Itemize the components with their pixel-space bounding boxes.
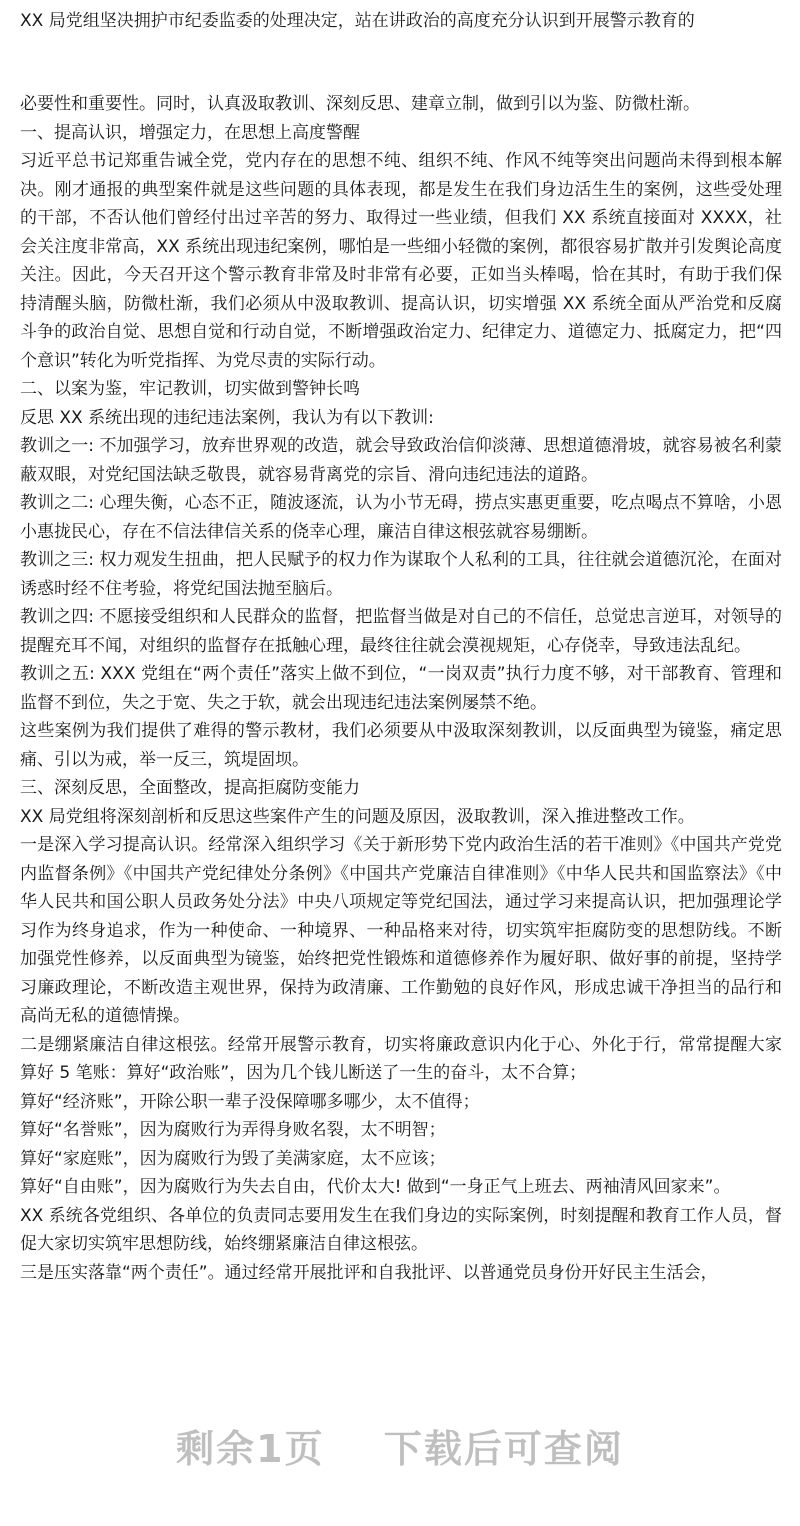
download-banner[interactable] (0, 1418, 800, 1473)
paragraph-8: XX 系统各党组织、各单位的负责同志要用发生在我们身边的实际案例，时刻提醒和教育工作人员，督促大家切实筑牢思想防线，始终绷紧廉洁自律这根弦。 (20, 1205, 782, 1254)
top-line: XX 局党组坚决拥护市纪委监委的处理决定，站在讲政治的高度充分认识到开展警示教育的 (20, 11, 695, 31)
paragraph-9: 三是压实落靠“两个责任”。通过经常开展批评和自我批评、以普通党员身份开好民主生活会， (20, 1262, 718, 1283)
paragraph-5: XX 局党组将深刻剖析和反思这些案件产生的问题及原因，汲取教训，深入推进整改工作。 (20, 806, 695, 827)
document-body (20, 90, 782, 1287)
account-economic: 算好“经济账”，开除公职一辈子没保障哪多哪少，太不值得； (20, 1091, 480, 1112)
account-family: 算好“家庭账”，因为腐败行为毁了美满家庭，太不应该； (20, 1148, 446, 1169)
paragraph-2: 习近平总书记郑重告诫全党，党内存在的思想不纯、组织不纯、作风不纯等突出问题尚未得到根本解决。刚才通报的典型案件就是这些问题的具体表现，都是发生在我们身边活生生的案例，这些受处理的干部，不否认他们曾经付出过辛苦的努力、取得过一些业绩，但我们 XX 系统直接面对 XXXX，社会关注度非常高，XX 系统出现违纪案例，哪怕是一些细小轻微的案例，都很容易扩散并引发舆论高度关注。因此，今天召开这个警示教育非常及时非常有必要，正如当头棒喝，恰在其时，有助于我们保持清醒头脑，防微杜渐，我们必须从中汲取教训、提高认识，切实增强 XX 系统全面从严治党和反腐斗争的政治自觉、思想自觉和行动自觉，不断增强政治定力、纪律定力、道德定力、抵腐定力，把“四个意识”转化为听党指挥、为党尽责的实际行动。 (20, 151, 782, 371)
download-to-view-label: 下载后可查阅 (383, 1427, 624, 1471)
account-freedom: 算好“自由账”，因为腐败行为失去自由，代价太大! 做到“一身正气上班去、两袖清风回家来”。 (20, 1177, 731, 1197)
lesson-1: 教训之一: 不加强学习，放弃世界观的改造，就会导致政治信仰淡薄、思想道德滑坡，就容易被名利蒙蔽双眼，对党纪国法缺乏敬畏，就容易背离党的宗旨、滑向违纪违法的道路。 (20, 436, 782, 485)
section-heading-3: 三、深刻反思，全面整改，提高拒腐防变能力 (20, 778, 360, 798)
paragraph-6: 一是深入学习提高认识。经常深入组织学习《关于新形势下党内政治生活的若干准则》《中国共产党党内监督条例》《中国共产党纪律处分条例》《中国共产党廉洁自律准则》《中华人民共和国监察法》《中华人民共和国公职人员政务处分法》中央八项规定等党纪国法，通过学习来提高认识，把加强理论学习作为终身追求，作为一种使命、一种境界、一种品格来对待，切实筑牢拒腐防变的思想防线。不断加强党性修养，以反面典型为镜鉴，始终把党性锻炼和道德修养作为履好职、做好事的前提，坚持学习廉政理论，不断改造主观世界，保持为政清廉、工作勤勉的良好作风，形成忠诚干净担当的品行和高尚无私的道德情操。 (20, 835, 782, 1026)
lesson-3: 教训之三: 权力观发生扭曲，把人民赋予的权力作为谋取个人私利的工具，往往就会道德沉沦，在面对诱惑时经不住考验，将党纪国法抛至脑后。 (20, 550, 782, 599)
paragraph-7: 二是绷紧廉洁自律这根弦。经常开展警示教育，切实将廉政意识内化于心、外化于行，常常提醒大家算好 5 笔账：算好“政治账”，因为几个钱儿断送了一生的奋斗，太不合算； (20, 1034, 782, 1083)
lesson-2: 教训之二: 心理失衡，心态不正，随波逐流，认为小节无碍，捞点实惠更重要，吃点喝点不算啥，小恩小惠拢民心，存在不信法律信关系的侥幸心理，廉洁自律这根弦就容易绷断。 (20, 493, 782, 542)
paragraph-1: 必要性和重要性。同时，认真汲取教训、深刻反思、建章立制，做到引以为鉴、防微杜渐。 (20, 94, 700, 114)
account-reputation: 算好“名誉账”，因为腐败行为弄得身败名裂，太不明智； (20, 1120, 446, 1140)
lesson-4: 教训之四: 不愿接受组织和人民群众的监督，把监督当做是对自己的不信任，总觉忠言逆耳，对领导的提醒充耳不闻，对组织的监督存在抵触心理，最终往往就会漠视规矩，心存侥幸，导致违法乱纪。 (20, 607, 782, 656)
lesson-5: 教训之五: XXX 党组在“两个责任”落实上做不到位，“一岗双责”执行力度不够，对干部教育、管理和监督不到位，失之于宽、失之于软，就会出现违纪违法案例屡禁不绝。 (20, 664, 782, 713)
paragraph-3: 反思 XX 系统出现的违纪违法案例，我认为有以下教训: (20, 407, 434, 428)
paragraph-4: 这些案例为我们提供了难得的警示教材，我们必须要从中汲取深刻教训，以反面典型为镜鉴，痛定思痛、引以为戒，举一反三，筑堤固坝。 (20, 721, 782, 770)
remaining-pages-label: 剩余1页 (176, 1427, 325, 1471)
section-heading-2: 二、以案为鉴，牢记教训，切实做到警钟长鸣 (20, 379, 360, 399)
section-heading-1: 一、提高认识，增强定力，在思想上高度警醒 (20, 122, 360, 143)
